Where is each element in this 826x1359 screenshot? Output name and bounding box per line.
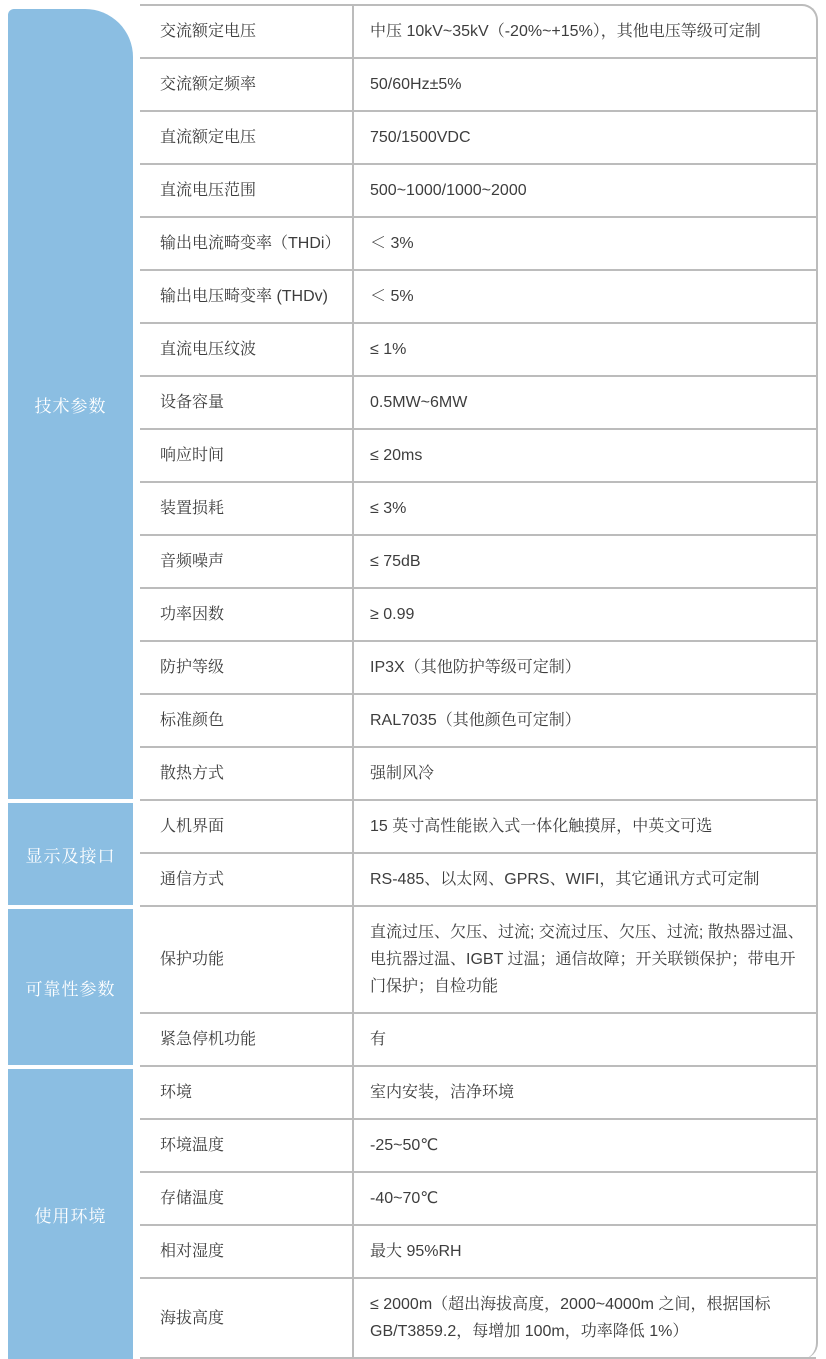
category-label-block [8, 9, 133, 799]
parameter-name-cell: 通信方式 [160, 871, 225, 888]
parameter-value-cell: -25~50℃ [352, 1120, 816, 1171]
parameter-value-cell: 有 [352, 1014, 816, 1065]
table-row [140, 112, 816, 165]
table-row [140, 801, 816, 854]
parameter-name-cell: 海拔高度 [160, 1309, 225, 1327]
table-row [140, 1120, 816, 1173]
parameter-name-cell: 紧急停机功能 [160, 1031, 257, 1048]
table-row [140, 748, 816, 801]
parameter-name-cell: 直流电压纹波 [160, 341, 257, 358]
spec-group [8, 4, 818, 801]
table-row [140, 1014, 816, 1067]
parameter-name-cell: 散热方式 [160, 765, 225, 782]
parameter-name-cell: 环境温度 [160, 1137, 225, 1154]
parameter-value-cell: 中压 10kV~35kV（-20%~+15%），其他电压等级可定制 [352, 6, 816, 57]
table-row [140, 1173, 816, 1226]
parameter-value-cell: 50/60Hz±5% [352, 59, 816, 110]
parameter-name-cell: 直流额定电压 [160, 129, 257, 146]
category-label-block [8, 909, 133, 1065]
parameter-value-cell: RS-485、以太网、GPRS、WIFI，其它通讯方式可定制 [352, 854, 816, 905]
parameter-name-cell: 输出电流畸变率（THDi） [160, 235, 341, 252]
category-label: 使用环境 [34, 1206, 107, 1226]
table-row [140, 536, 816, 589]
category-label: 技术参数 [34, 396, 107, 416]
parameter-value-cell: 750/1500VDC [352, 112, 816, 163]
table-row [140, 59, 816, 112]
parameter-value-cell: ≥ 0.99 [352, 589, 816, 640]
parameter-name-cell: 装置损耗 [160, 500, 225, 517]
parameter-value-cell: ≤ 20ms [352, 430, 816, 481]
category-label-block [8, 803, 133, 905]
group-rows [140, 801, 818, 907]
parameter-value-cell: 15 英寸高性能嵌入式一体化触摸屏，中英文可选 [352, 801, 816, 852]
table-row [140, 6, 816, 59]
table-row [140, 324, 816, 377]
spec-group [8, 801, 818, 907]
parameter-name-cell: 保护功能 [160, 951, 225, 968]
category-label: 显示及接口 [25, 846, 116, 866]
parameter-value-cell: IP3X（其他防护等级可定制） [352, 642, 816, 693]
parameter-value-cell: ≤ 2000m（超出海拔高度，2000~4000m 之间，根据国标 GB/T3859.2，每增加 100m，功率降低 1%） [352, 1279, 816, 1357]
table-row [140, 1226, 816, 1279]
parameter-name-cell: 输出电压畸变率 (THDv) [160, 288, 328, 305]
parameter-value-cell: 最大 95%RH [352, 1226, 816, 1277]
parameter-value-cell: 0.5MW~6MW [352, 377, 816, 428]
parameter-value-cell: 直流过压、欠压、过流; 交流过压、欠压、过流; 散热器过温、电抗器过温、IGBT 过温；通信故障；开关联锁保护；带电开门保护；自检功能 [352, 907, 816, 1012]
group-rows [140, 4, 818, 801]
group-rows [140, 907, 818, 1067]
table-row [140, 907, 816, 1014]
category-label: 可靠性参数 [25, 979, 116, 999]
spec-group [8, 1067, 818, 1359]
table-row [140, 1279, 816, 1359]
table-row [140, 589, 816, 642]
table-row [140, 695, 816, 748]
group-rows [140, 1067, 818, 1359]
parameter-name-cell: 交流额定频率 [160, 76, 257, 93]
table-row [140, 483, 816, 536]
category-label-block [8, 1069, 133, 1359]
parameter-value-cell: ≤ 1% [352, 324, 816, 375]
parameter-value-cell: -40~70℃ [352, 1173, 816, 1224]
table-row [140, 854, 816, 907]
parameter-name-cell: 音频噪声 [160, 553, 225, 570]
parameter-name-cell: 存储温度 [160, 1190, 225, 1207]
parameter-value-cell: ≤ 75dB [352, 536, 816, 587]
table-row [140, 165, 816, 218]
parameter-name-cell: 环境 [160, 1084, 193, 1101]
parameter-name-cell: 响应时间 [160, 447, 225, 464]
parameter-name-cell: 标准颜色 [160, 712, 225, 729]
parameter-value-cell: 500~1000/1000~2000 [352, 165, 816, 216]
table-row [140, 218, 816, 271]
parameter-value-cell: ＜ 3% [352, 218, 816, 269]
parameter-value-cell: RAL7035（其他颜色可定制） [352, 695, 816, 746]
parameter-value-cell: 室内安装，洁净环境 [352, 1067, 816, 1118]
parameter-name-cell: 交流额定电压 [160, 23, 257, 40]
parameter-name-cell: 直流电压范围 [160, 182, 257, 199]
table-row [140, 642, 816, 695]
table-row [140, 271, 816, 324]
parameter-value-cell: 强制风冷 [352, 748, 816, 799]
parameter-name-cell: 设备容量 [160, 394, 225, 411]
table-row [140, 377, 816, 430]
parameter-name-cell: 防护等级 [160, 659, 225, 676]
spec-table [8, 4, 818, 1359]
table-row [140, 430, 816, 483]
parameter-value-cell: ≤ 3% [352, 483, 816, 534]
spec-group [8, 907, 818, 1067]
table-row [140, 1067, 816, 1120]
parameter-value-cell: ＜ 5% [352, 271, 816, 322]
parameter-name-cell: 功率因数 [160, 606, 225, 623]
parameter-name-cell: 相对湿度 [160, 1243, 225, 1260]
parameter-name-cell: 人机界面 [160, 818, 225, 835]
